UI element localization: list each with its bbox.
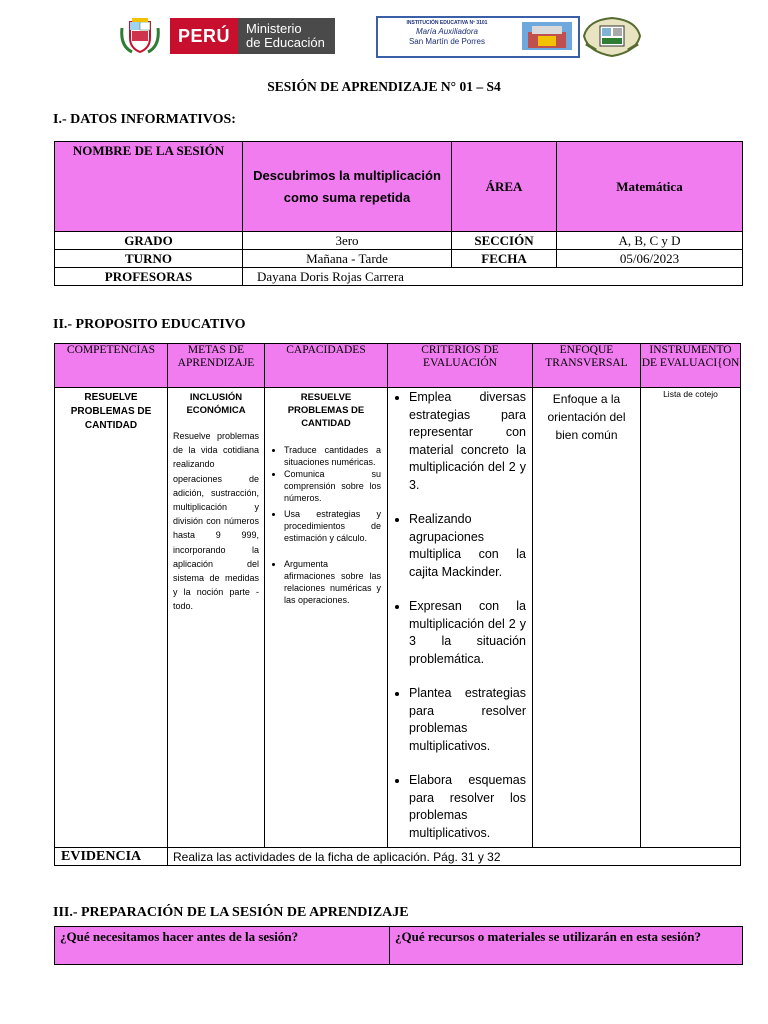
teachers-label: PROFESORAS: [55, 268, 243, 286]
criterios-list: [392, 389, 526, 842]
section-3-heading: III.- PREPARACIÓN DE LA SESIÓN DE APRENDIZAJE: [53, 905, 409, 920]
metas-title: INCLUSIÓN ECONÓMICA: [186, 392, 246, 416]
school-line-1: INSTITUCIÓN EDUCATIVA Nº 3101: [406, 20, 488, 26]
header-enfoque: ENFOQUE TRANSVERSAL: [533, 344, 641, 388]
criterio-item: • Expresan con la multiplicación del 2 y 3 la situación problemática.: [409, 598, 526, 668]
metas-text: Resuelve problemas de la vida cotidiana realizando operaciones de adición, sustracción, multiplicación y división con números hasta 9 999, incorporando la aplicación del sistema de medidas y la noción parte - todo.: [173, 431, 259, 612]
section-2-heading: II.- PROPOSITO EDUCATIVO: [53, 317, 246, 332]
header-competencias: COMPETENCIAS: [55, 344, 168, 388]
header-instrumento: INSTRUMENTO DE EVALUACI{ON: [641, 344, 741, 388]
area-label: ÁREA: [452, 142, 557, 232]
criterios-cell: [388, 388, 533, 848]
instrumento-cell: Lista de cotejo: [641, 388, 741, 848]
section-1-heading: I.- DATOS INFORMATIVOS:: [53, 112, 236, 127]
header-criterios: CRITERIOS DE EVALUACIÓN: [388, 344, 533, 388]
date-label: FECHA: [452, 250, 557, 268]
header-capacidades: CAPACIDADES: [265, 344, 388, 388]
capacidad-item: • Argumenta afirmaciones sobre las relaciones numéricas y las operaciones.: [284, 558, 381, 606]
ministry-line-1: Ministerio: [246, 21, 302, 36]
grade-value: 3ero: [243, 232, 452, 250]
page-title: SESIÓN DE APRENDIZAJE N° 01 – S4: [267, 79, 501, 94]
preparation-question-1: ¿Qué necesitamos hacer antes de la sesión?: [55, 927, 390, 965]
metas-cell: [168, 388, 265, 848]
preparation-question-2: ¿Qué recursos o materiales se utilizarán en esta sesión?: [390, 927, 743, 965]
school-emblem-icon: [522, 22, 572, 50]
criterio-item: • Emplea diversas estrategias para representar con material concreto la multiplicación del 2 y 3.: [409, 389, 526, 494]
capacidades-list: [271, 444, 381, 606]
evidence-label: EVIDENCIA: [55, 848, 168, 866]
session-name-value: Descubrimos la multiplicación como suma repetida: [243, 142, 452, 232]
government-logo: [118, 14, 335, 58]
enfoque-cell: Enfoque a la orientación del bien común: [533, 388, 641, 848]
criterio-item: • Realizando agrupaciones multiplica con la cajita Mackinder.: [409, 511, 526, 581]
peru-label: PERÚ: [178, 25, 231, 46]
criterio-item: • Plantea estrategias para resolver problemas multiplicativos.: [409, 685, 526, 755]
date-value: 05/06/2023: [557, 250, 743, 268]
school-line-3: San Martín de Porres: [408, 37, 486, 46]
capacidades-title: RESUELVE PROBLEMAS DE CANTIDAD: [287, 392, 365, 429]
school-logo: [376, 16, 580, 58]
teachers-value: Dayana Doris Rojas Carrera: [243, 268, 743, 286]
grade-label: GRADO: [55, 232, 243, 250]
header-metas: METAS DE APRENDIZAJE: [168, 344, 265, 388]
shift-value: Mañana - Tarde: [243, 250, 452, 268]
capacidad-item: • Traduce cantidades a situaciones numéricas.: [284, 444, 381, 468]
evidence-value: Realiza las actividades de la ficha de aplicación. Pág. 31 y 32: [168, 848, 741, 866]
school-crest-icon: [580, 14, 644, 58]
criterio-item: • Elabora esquemas para resolver los problemas multiplicativos.: [409, 772, 526, 842]
shift-label: TURNO: [55, 250, 243, 268]
capacidades-cell: [265, 388, 388, 848]
section-value: A, B, C y D: [557, 232, 743, 250]
peru-coat-of-arms-icon: [118, 16, 162, 56]
ministry-line-2: de Educación: [246, 35, 325, 50]
session-info-table: [54, 141, 743, 286]
school-line-2: María Auxiliadora: [416, 27, 478, 36]
session-preparation-table: [54, 926, 743, 965]
capacidad-item: • Comunica su comprensión sobre los números.: [284, 468, 381, 504]
capacidad-item: • Usa estrategias y procedimientos de estimación y cálculo.: [284, 508, 381, 544]
educational-purpose-table: [54, 343, 741, 866]
section-label: SECCIÓN: [452, 232, 557, 250]
peru-brand: [170, 18, 238, 54]
area-value: Matemática: [557, 142, 743, 232]
ministry-brand: [238, 18, 335, 54]
competencia-cell: RESUELVE PROBLEMAS DE CANTIDAD: [55, 388, 168, 848]
session-name-label: NOMBRE DE LA SESIÓN: [55, 142, 243, 232]
